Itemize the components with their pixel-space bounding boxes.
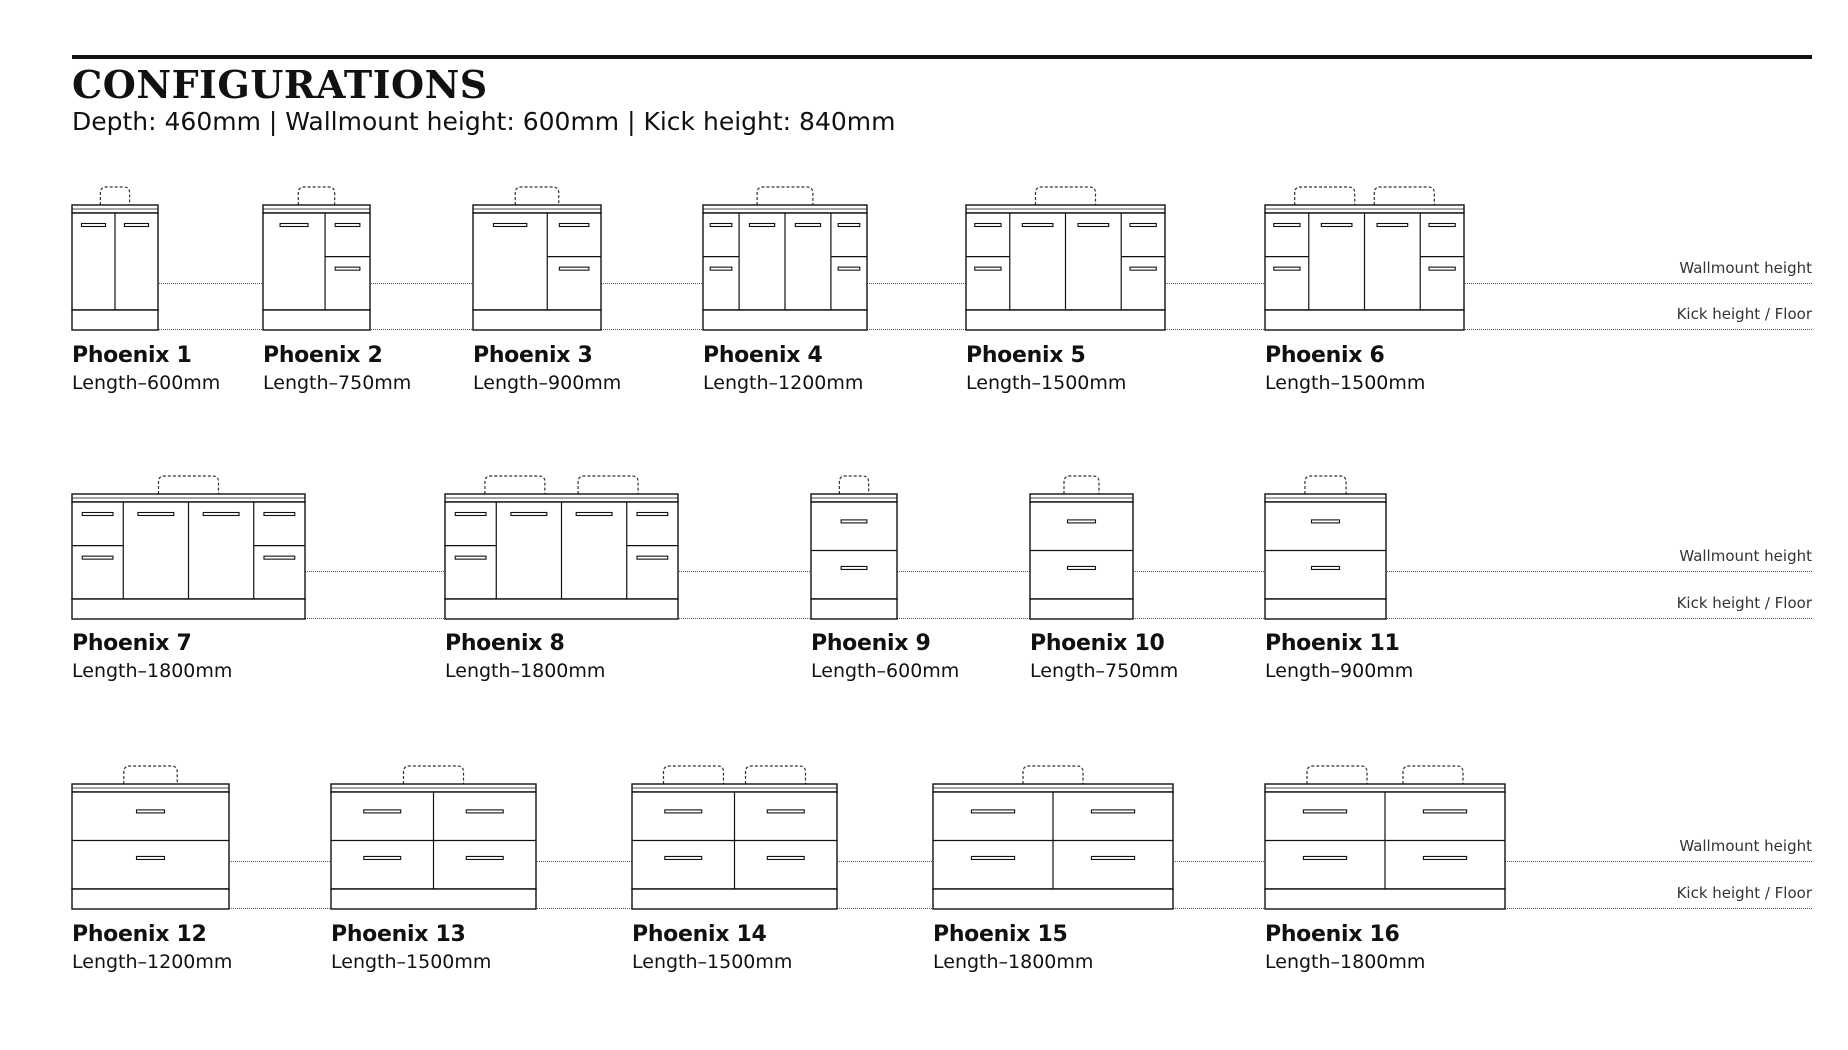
page-subtitle: Depth: 460mm | Wallmount height: 600mm | Kick height: 840mm <box>72 107 896 136</box>
kick-plinth <box>1265 889 1505 909</box>
handle-icon <box>335 267 360 270</box>
basin-icon <box>578 476 638 494</box>
vanity-drawing-svg <box>72 472 305 619</box>
vanity-drawing <box>331 762 536 909</box>
kick-floor-label: Kick height / Floor <box>1676 305 1812 323</box>
basin-icon <box>1295 187 1355 205</box>
handle-icon <box>81 224 105 227</box>
basin-icon <box>124 766 177 784</box>
vanity-drawing-svg <box>1265 183 1464 330</box>
model-length: Length–900mm <box>1265 660 1414 682</box>
model-length: Length–1500mm <box>966 372 1127 394</box>
handle-icon <box>455 513 486 516</box>
handle-icon <box>511 513 547 516</box>
vanity-drawing-svg <box>1030 472 1133 619</box>
page-title: CONFIGURATIONS <box>72 62 488 107</box>
model-length: Length–750mm <box>1030 660 1179 682</box>
handle-icon <box>1130 224 1156 227</box>
handle-icon <box>364 856 401 859</box>
vanity-drawing-svg <box>811 472 897 619</box>
handle-icon <box>767 856 804 859</box>
basin-icon <box>298 187 334 205</box>
vanity-drawing-svg <box>703 183 867 330</box>
handle-icon <box>264 513 295 516</box>
model-name: Phoenix 8 <box>445 631 565 656</box>
vanity-drawing <box>703 183 867 330</box>
handle-icon <box>335 224 360 227</box>
basin-icon <box>485 476 545 494</box>
kick-plinth <box>72 889 229 909</box>
model-name: Phoenix 13 <box>331 922 466 947</box>
kick-plinth <box>1030 599 1133 619</box>
basin-icon <box>839 476 868 494</box>
kick-plinth <box>933 889 1173 909</box>
basin-icon <box>1374 187 1434 205</box>
model-name: Phoenix 5 <box>966 343 1086 368</box>
wallmount-label: Wallmount height <box>1679 547 1812 565</box>
handle-icon <box>710 267 732 270</box>
handle-icon <box>1429 267 1455 270</box>
handle-icon <box>975 224 1001 227</box>
handle-icon <box>1091 856 1134 859</box>
model-name: Phoenix 1 <box>72 343 192 368</box>
wallmount-label: Wallmount height <box>1679 837 1812 855</box>
handle-icon <box>1377 224 1408 227</box>
vanity-drawing <box>966 183 1165 330</box>
kick-floor-label: Kick height / Floor <box>1676 594 1812 612</box>
header-rule <box>72 55 1812 59</box>
handle-icon <box>1303 810 1346 813</box>
handle-icon <box>1423 856 1466 859</box>
wallmount-label: Wallmount height <box>1679 259 1812 277</box>
model-name: Phoenix 7 <box>72 631 192 656</box>
handle-icon <box>665 810 702 813</box>
basin-icon <box>1403 766 1463 784</box>
cabinet-body <box>473 213 601 310</box>
vanity-drawing <box>632 762 837 909</box>
vanity-drawing <box>811 472 897 619</box>
kick-plinth <box>72 599 305 619</box>
handle-icon <box>559 267 589 270</box>
vanity-drawing-svg <box>966 183 1165 330</box>
handle-icon <box>466 856 503 859</box>
vanity-drawing <box>72 472 305 619</box>
model-length: Length–1800mm <box>445 660 606 682</box>
handle-icon <box>493 224 526 227</box>
vanity-drawing-svg <box>72 183 158 330</box>
basin-icon <box>1036 187 1096 205</box>
model-length: Length–1500mm <box>331 951 492 973</box>
handle-icon <box>971 810 1014 813</box>
handle-icon <box>665 856 702 859</box>
basin-icon <box>1307 766 1367 784</box>
handle-icon <box>841 520 867 523</box>
handle-icon <box>971 856 1014 859</box>
basin-icon <box>100 187 129 205</box>
handle-icon <box>710 224 732 227</box>
vanity-drawing <box>72 762 229 909</box>
vanity-drawing-svg <box>263 183 370 330</box>
handle-icon <box>1312 566 1340 569</box>
vanity-drawing <box>1030 472 1133 619</box>
basin-icon <box>746 766 806 784</box>
handle-icon <box>838 224 860 227</box>
basin-icon <box>1064 476 1099 494</box>
vanity-drawing-svg <box>933 762 1173 909</box>
handle-icon <box>82 556 113 559</box>
model-name: Phoenix 11 <box>1265 631 1400 656</box>
model-name: Phoenix 15 <box>933 922 1068 947</box>
handle-icon <box>637 556 668 559</box>
kick-plinth <box>1265 310 1464 330</box>
kick-plinth <box>966 310 1165 330</box>
model-name: Phoenix 12 <box>72 922 207 947</box>
handle-icon <box>838 267 860 270</box>
handle-icon <box>203 513 239 516</box>
handle-icon <box>767 810 804 813</box>
kick-floor-guide <box>72 618 1812 619</box>
kick-plinth <box>632 889 837 909</box>
vanity-drawing <box>1265 472 1386 619</box>
model-name: Phoenix 6 <box>1265 343 1385 368</box>
model-length: Length–1500mm <box>632 951 793 973</box>
basin-icon <box>515 187 559 205</box>
handle-icon <box>1068 520 1096 523</box>
model-name: Phoenix 10 <box>1030 631 1165 656</box>
handle-icon <box>124 224 148 227</box>
kick-plinth <box>473 310 601 330</box>
model-name: Phoenix 2 <box>263 343 383 368</box>
handle-icon <box>137 856 165 859</box>
handle-icon <box>1274 267 1300 270</box>
vanity-drawing <box>263 183 370 330</box>
model-length: Length–600mm <box>811 660 960 682</box>
basin-icon <box>1023 766 1083 784</box>
handle-icon <box>1429 224 1455 227</box>
model-length: Length–600mm <box>72 372 221 394</box>
wallmount-guide <box>72 571 1812 572</box>
handle-icon <box>1303 856 1346 859</box>
vanity-drawing-svg <box>331 762 536 909</box>
handle-icon <box>1068 566 1096 569</box>
handle-icon <box>559 224 589 227</box>
handle-icon <box>576 513 612 516</box>
handle-icon <box>138 513 174 516</box>
basin-icon <box>757 187 813 205</box>
model-length: Length–1500mm <box>1265 372 1426 394</box>
model-name: Phoenix 3 <box>473 343 593 368</box>
handle-icon <box>82 513 113 516</box>
handle-icon <box>637 513 668 516</box>
vanity-drawing <box>72 183 158 330</box>
kick-plinth <box>703 310 867 330</box>
handle-icon <box>1423 810 1466 813</box>
handle-icon <box>1312 520 1340 523</box>
model-name: Phoenix 14 <box>632 922 767 947</box>
handle-icon <box>841 566 867 569</box>
model-length: Length–1800mm <box>72 660 233 682</box>
model-length: Length–1800mm <box>933 951 1094 973</box>
kick-plinth <box>72 310 158 330</box>
basin-icon <box>664 766 724 784</box>
kick-plinth <box>331 889 536 909</box>
vanity-drawing <box>473 183 601 330</box>
vanity-drawing-svg <box>1265 472 1386 619</box>
basin-icon <box>159 476 219 494</box>
model-name: Phoenix 9 <box>811 631 931 656</box>
handle-icon <box>1130 267 1156 270</box>
handle-icon <box>749 224 774 227</box>
kick-plinth <box>1265 599 1386 619</box>
handle-icon <box>1274 224 1300 227</box>
model-name: Phoenix 16 <box>1265 922 1400 947</box>
handle-icon <box>1321 224 1352 227</box>
handle-icon <box>455 556 486 559</box>
model-length: Length–1800mm <box>1265 951 1426 973</box>
vanity-drawing-svg <box>445 472 678 619</box>
kick-plinth <box>263 310 370 330</box>
model-length: Length–1200mm <box>703 372 864 394</box>
handle-icon <box>264 556 295 559</box>
handle-icon <box>975 267 1001 270</box>
kick-plinth <box>445 599 678 619</box>
kick-floor-label: Kick height / Floor <box>1676 884 1812 902</box>
vanity-drawing-svg <box>632 762 837 909</box>
vanity-drawing-svg <box>473 183 601 330</box>
vanity-drawing <box>933 762 1173 909</box>
vanity-drawing-svg <box>1265 762 1505 909</box>
handle-icon <box>364 810 401 813</box>
basin-icon <box>1305 476 1346 494</box>
handle-icon <box>466 810 503 813</box>
model-length: Length–900mm <box>473 372 622 394</box>
model-length: Length–1200mm <box>72 951 233 973</box>
kick-plinth <box>811 599 897 619</box>
model-name: Phoenix 4 <box>703 343 823 368</box>
basin-icon <box>404 766 464 784</box>
handle-icon <box>280 224 308 227</box>
model-length: Length–750mm <box>263 372 412 394</box>
handle-icon <box>1091 810 1134 813</box>
vanity-drawing <box>445 472 678 619</box>
handle-icon <box>1078 224 1109 227</box>
handle-icon <box>1022 224 1053 227</box>
vanity-drawing <box>1265 183 1464 330</box>
vanity-drawing <box>1265 762 1505 909</box>
vanity-drawing-svg <box>72 762 229 909</box>
cabinet-body <box>263 213 370 310</box>
handle-icon <box>795 224 820 227</box>
handle-icon <box>137 810 165 813</box>
